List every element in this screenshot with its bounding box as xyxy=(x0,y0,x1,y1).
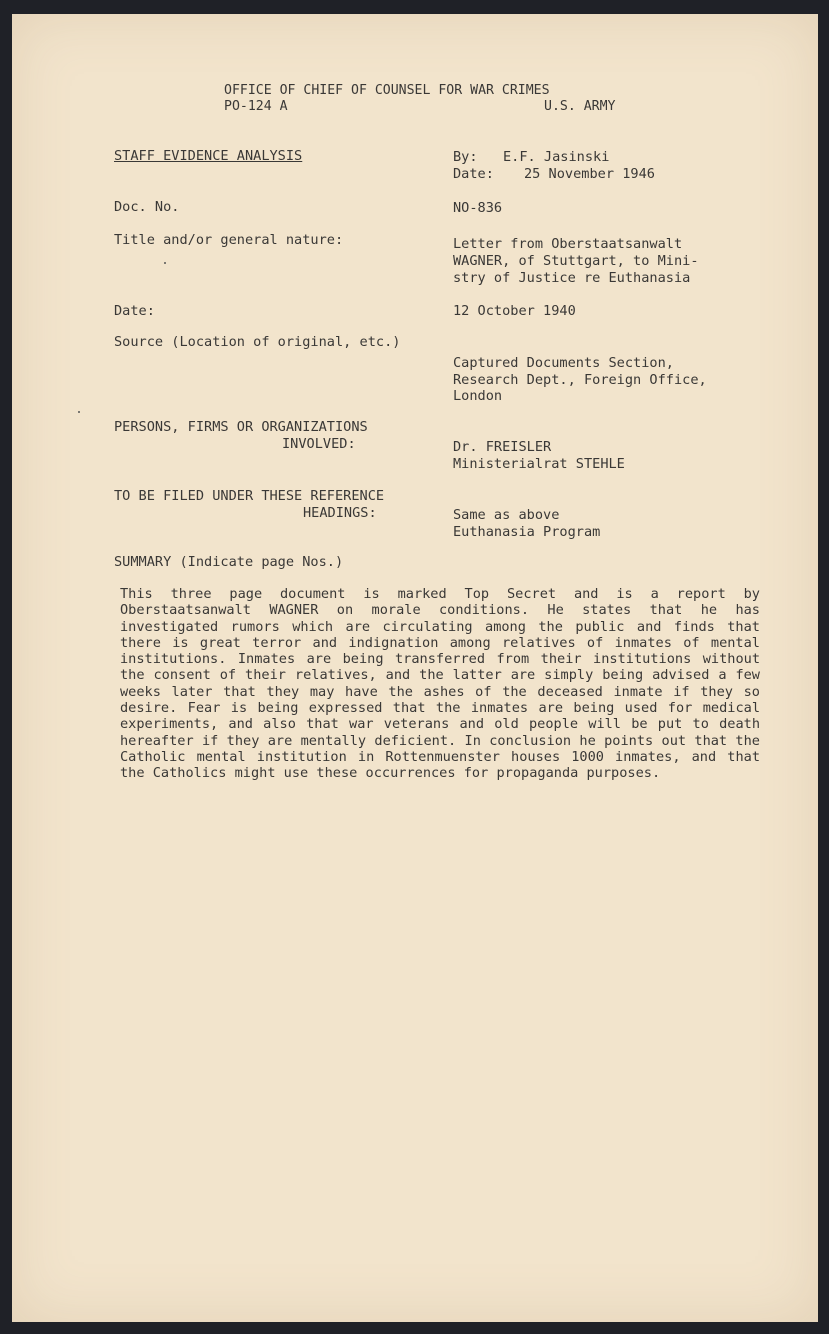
title-nature-line: Letter from Oberstaatsanwalt xyxy=(453,236,683,252)
doc-date-label: Date: xyxy=(114,303,155,319)
person-entry: Ministerialrat STEHLE xyxy=(453,456,625,472)
date-label: Date: xyxy=(453,166,494,182)
summary-text: This three page document is marked Top Secret and is a report by Oberstaatsanwalt WAGNER on morale conditions. He states that he has investigated rumors which are circulating among the public and finds that there is great terror and indignation among relatives of inmates of mental institutions. Inmates are being transferred from their institutions without the consent of their relatives, and the latter are simply being advised a few weeks later that they may have the ashes of the deceased inmate if they so desire. Fear is being expressed that the inmates are being used for medical experiments, and also that war veterans and old people will be put to death hereafter if they are mentally deficient. In conclusion he points out that the Catholic mental institution in Rottenmuenster houses 1000 inmates, and that the Catholics might use these occurrences for propaganda purposes. xyxy=(120,586,760,782)
doc-date-value: 12 October 1940 xyxy=(453,303,576,319)
source-line: London xyxy=(453,388,503,404)
source-line: Captured Documents Section, xyxy=(453,355,674,371)
persons-label-cont: INVOLVED: xyxy=(282,436,356,452)
title-nature-label: Title and/or general nature: xyxy=(114,232,344,248)
source-line: Research Dept., Foreign Office, xyxy=(453,372,707,388)
reference-heading: Euthanasia Program xyxy=(453,524,601,540)
persons-label: PERSONS, FIRMS OR ORGANIZATIONS xyxy=(114,419,368,435)
doc-no-value: NO-836 xyxy=(453,200,503,216)
by-label: By: xyxy=(453,149,478,165)
source-label: Source (Location of original, etc.) xyxy=(114,334,401,350)
document-page xyxy=(12,14,818,1322)
ink-speck xyxy=(78,411,80,413)
army-label: U.S. ARMY xyxy=(544,99,616,114)
title-nature-line: stry of Justice re Euthanasia xyxy=(453,270,691,286)
analysis-title: STAFF EVIDENCE ANALYSIS xyxy=(114,148,303,164)
filed-under-label-cont: HEADINGS: xyxy=(303,505,377,521)
title-nature-line: WAGNER, of Stuttgart, to Mini- xyxy=(453,253,699,269)
filed-under-label: TO BE FILED UNDER THESE REFERENCE xyxy=(114,488,385,504)
reference-heading: Same as above xyxy=(453,507,560,523)
ink-speck xyxy=(164,262,166,264)
form-code: PO-124 A xyxy=(224,99,288,114)
person-entry: Dr. FREISLER xyxy=(453,439,552,455)
summary-label: SUMMARY (Indicate page Nos.) xyxy=(114,554,344,570)
analyst-name: E.F. Jasinski xyxy=(503,149,610,165)
office-heading: OFFICE OF CHIEF OF COUNSEL FOR WAR CRIMES xyxy=(224,83,550,98)
analysis-date: 25 November 1946 xyxy=(524,166,655,182)
doc-no-label: Doc. No. xyxy=(114,199,180,215)
